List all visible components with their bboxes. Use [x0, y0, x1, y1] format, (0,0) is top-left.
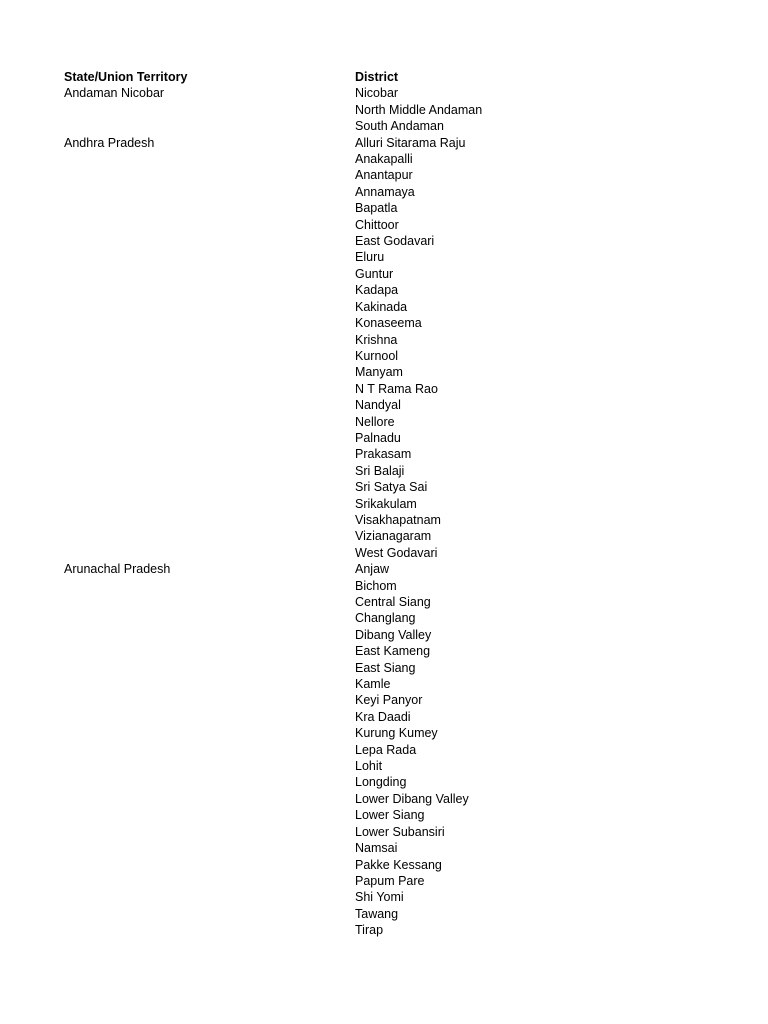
header-state: State/Union Territory: [64, 70, 188, 84]
table-row: [64, 414, 555, 430]
table-row: [64, 873, 555, 889]
cell-district: Kra Daadi: [355, 709, 411, 724]
cell-state: [64, 758, 355, 774]
cell-district: Eluru: [355, 250, 385, 265]
table-row: [64, 692, 555, 708]
cell-district: Prakasam: [355, 447, 412, 462]
cell-state: [64, 807, 355, 823]
cell-district: Keyi Panyor: [355, 693, 423, 708]
table-row: [64, 217, 555, 233]
table-row: [64, 774, 555, 790]
district-table: [64, 69, 555, 939]
cell-state: [64, 282, 355, 298]
table-row: [64, 282, 555, 298]
cell-district: Manyam: [355, 365, 403, 380]
cell-district: Lohit: [355, 759, 383, 774]
header-district: District: [355, 70, 399, 84]
cell-district: South Andaman: [355, 119, 444, 134]
table-row: [64, 332, 555, 348]
cell-district: Lower Dibang Valley: [355, 791, 469, 806]
cell-district: Guntur: [355, 266, 394, 281]
cell-district: Visakhapatnam: [355, 512, 441, 527]
table-row: [64, 446, 555, 462]
cell-state: [64, 332, 355, 348]
table-row: [64, 348, 555, 364]
cell-state: [64, 643, 355, 659]
cell-state: [64, 446, 355, 462]
table-row: [64, 725, 555, 741]
cell-state: [64, 774, 355, 790]
cell-district: Tawang: [355, 906, 399, 921]
table-row: [64, 824, 555, 840]
cell-district: Sri Balaji: [355, 463, 405, 478]
table-row: [64, 496, 555, 512]
cell-district: Konaseema: [355, 316, 422, 331]
cell-state: [64, 496, 355, 512]
cell-district: Sri Satya Sai: [355, 480, 428, 495]
cell-state: [64, 184, 355, 200]
cell-state: [64, 266, 355, 282]
table-row: [64, 266, 555, 282]
cell-state: [64, 857, 355, 873]
cell-state: [64, 381, 355, 397]
cell-district: Lepa Rada: [355, 742, 417, 757]
cell-state: [64, 414, 355, 430]
table-row: [64, 676, 555, 692]
cell-state: [64, 906, 355, 922]
table-row: [64, 381, 555, 397]
cell-state: [64, 692, 355, 708]
table-row: [64, 545, 555, 561]
table-row: [64, 660, 555, 676]
cell-state: [64, 348, 355, 364]
cell-state: [64, 512, 355, 528]
table-row: [64, 167, 555, 183]
table-row: [64, 85, 555, 101]
cell-state: [64, 791, 355, 807]
cell-district: West Godavari: [355, 545, 438, 560]
cell-state: [64, 233, 355, 249]
cell-state: [64, 102, 355, 118]
cell-state: [64, 840, 355, 856]
cell-district: Chittoor: [355, 217, 399, 232]
cell-state: [64, 660, 355, 676]
cell-state: [64, 824, 355, 840]
cell-state: [64, 430, 355, 446]
cell-district: Tirap: [355, 923, 384, 938]
table-row: [64, 610, 555, 626]
cell-district: Vizianagaram: [355, 529, 432, 544]
cell-district: Bichom: [355, 578, 397, 593]
cell-district: East Godavari: [355, 234, 435, 249]
cell-district: Namsai: [355, 841, 398, 856]
table-row: [64, 922, 555, 938]
cell-district: Annamaya: [355, 184, 415, 199]
cell-state: Andaman Nicobar: [64, 86, 165, 101]
cell-state: [64, 151, 355, 167]
cell-state: Andhra Pradesh: [64, 135, 155, 150]
table-body: [64, 85, 555, 938]
table-row: [64, 430, 555, 446]
table-row: [64, 200, 555, 216]
table-row: [64, 184, 555, 200]
cell-district: Kurnool: [355, 348, 399, 363]
cell-district: Lower Subansiri: [355, 824, 445, 839]
cell-state: [64, 922, 355, 938]
cell-state: [64, 299, 355, 315]
cell-district: East Kameng: [355, 644, 431, 659]
cell-district: Papum Pare: [355, 873, 425, 888]
cell-state: [64, 479, 355, 495]
cell-district: Anakapalli: [355, 152, 413, 167]
cell-district: Central Siang: [355, 595, 431, 609]
cell-district: N T Rama Rao: [355, 381, 438, 396]
cell-state: [64, 463, 355, 479]
cell-district: East Siang: [355, 660, 416, 675]
cell-state: [64, 364, 355, 380]
cell-state: [64, 217, 355, 233]
cell-district: Krishna: [355, 332, 398, 347]
cell-district: Anjaw: [355, 562, 390, 577]
cell-state: [64, 610, 355, 626]
table-row: [64, 889, 555, 905]
table-row: [64, 627, 555, 643]
table-row: [64, 906, 555, 922]
table-row: [64, 135, 555, 151]
cell-state: [64, 627, 355, 643]
cell-state: Arunachal Pradesh: [64, 562, 171, 577]
table-row: [64, 249, 555, 265]
cell-district: North Middle Andaman: [355, 102, 483, 117]
table-row: [64, 463, 555, 479]
cell-district: Changlang: [355, 611, 416, 626]
cell-district: Kamle: [355, 677, 391, 692]
cell-district: Srikakulam: [355, 496, 417, 511]
cell-district: Kadapa: [355, 283, 399, 298]
table-row: [64, 512, 555, 528]
cell-state: [64, 167, 355, 183]
table-row: [64, 528, 555, 544]
cell-state: [64, 873, 355, 889]
cell-state: [64, 742, 355, 758]
cell-state: [64, 118, 355, 134]
table-row: [64, 840, 555, 856]
cell-district: Palnadu: [355, 430, 401, 445]
cell-district: Pakke Kessang: [355, 857, 442, 872]
table-row: [64, 479, 555, 495]
cell-state: [64, 249, 355, 265]
cell-district: Nicobar: [355, 86, 399, 101]
cell-state: [64, 578, 355, 594]
cell-state: [64, 315, 355, 331]
table-row: [64, 397, 555, 413]
table-row: [64, 742, 555, 758]
table-row: [64, 561, 555, 577]
cell-district: Dibang Valley: [355, 627, 432, 642]
table-row: [64, 643, 555, 659]
cell-state: [64, 709, 355, 725]
table-row: [64, 151, 555, 167]
table-row: [64, 791, 555, 807]
cell-district: Alluri Sitarama Raju: [355, 135, 466, 150]
table-row: [64, 118, 555, 134]
cell-district: Anantapur: [355, 168, 413, 183]
cell-district: Nellore: [355, 414, 395, 429]
table-row: [64, 758, 555, 774]
table-header-row: [64, 69, 555, 85]
table-row: [64, 709, 555, 725]
cell-state: [64, 397, 355, 413]
table-row: [64, 364, 555, 380]
cell-state: [64, 594, 355, 610]
table-row: [64, 299, 555, 315]
cell-state: [64, 889, 355, 905]
cell-district: Nandyal: [355, 398, 401, 413]
table-row: [64, 102, 555, 118]
cell-district: Kakinada: [355, 299, 408, 314]
cell-state: [64, 676, 355, 692]
table-row: [64, 807, 555, 823]
cell-state: [64, 528, 355, 544]
cell-district: Kurung Kumey: [355, 726, 438, 741]
cell-district: Lower Siang: [355, 808, 425, 823]
cell-district: Shi Yomi: [355, 890, 404, 905]
cell-state: [64, 725, 355, 741]
table-row: [64, 857, 555, 873]
table-row: [64, 594, 555, 610]
cell-district: Longding: [355, 775, 407, 790]
table-row: [64, 233, 555, 249]
cell-district: Bapatla: [355, 201, 398, 216]
cell-state: [64, 200, 355, 216]
cell-state: [64, 545, 355, 561]
table-row: [64, 578, 555, 594]
table-row: [64, 315, 555, 331]
